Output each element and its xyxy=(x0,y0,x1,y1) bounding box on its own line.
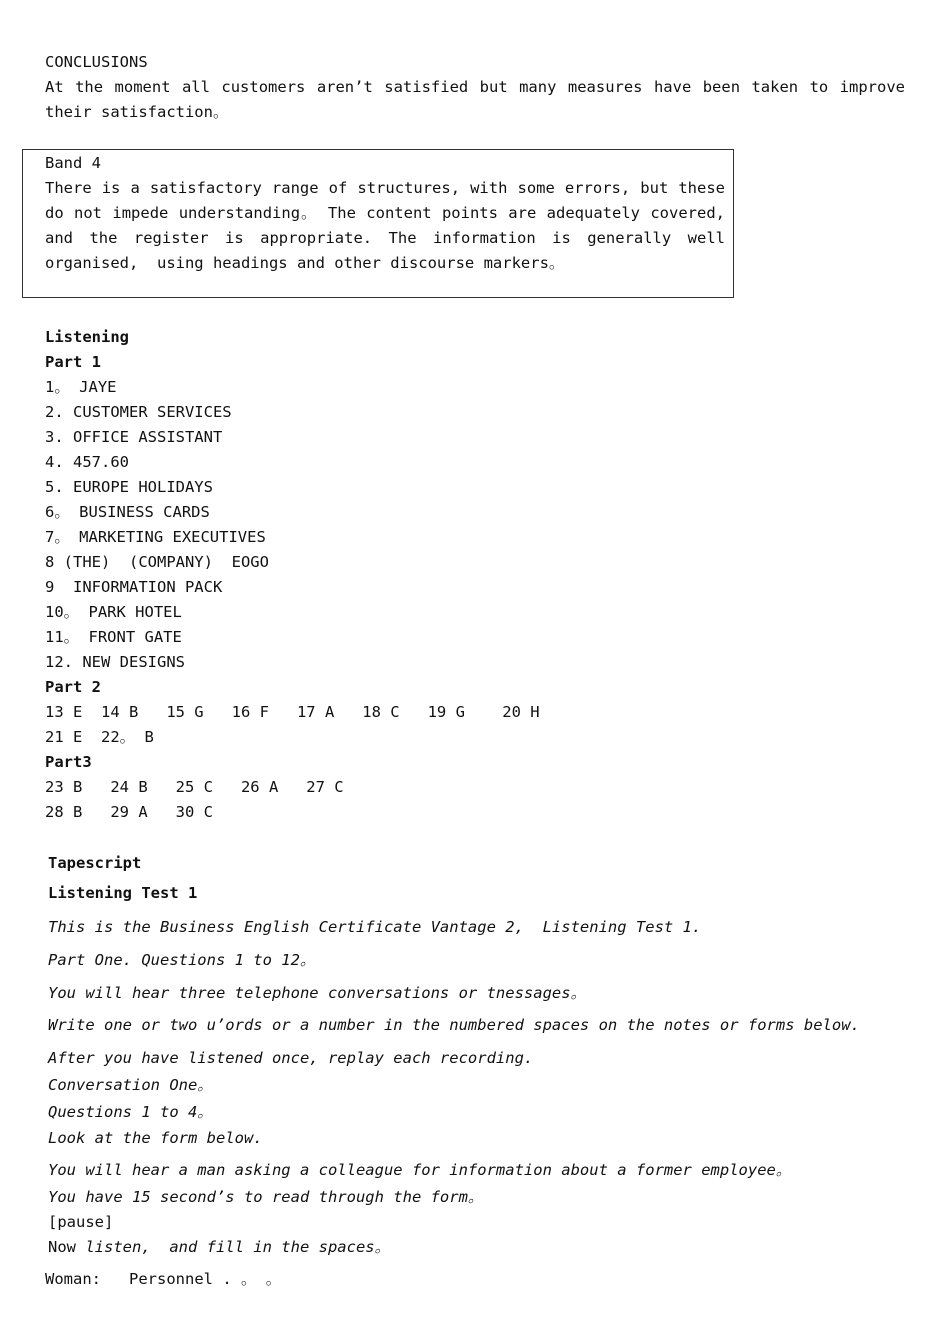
tapescript-line: You have 15 second’s to read through the form。 xyxy=(48,1188,484,1206)
band-title: Band 4 xyxy=(45,154,101,172)
tapescript-instruction xyxy=(48,1237,390,1257)
band-text-line-1: There is a satisfactory range of structures, with some errors, but these xyxy=(45,179,725,197)
tapescript-line: Look at the form below. xyxy=(48,1129,263,1147)
answer-item: 10。 PARK HOTEL xyxy=(45,603,182,621)
answer-row: 28 B 29 A 30 C xyxy=(45,803,213,821)
answer-item: 12. NEW DESIGNS xyxy=(45,653,185,671)
conclusions-text-line-1: At the moment all customers aren’t satisfied but many measures have been taken to improve xyxy=(45,78,905,96)
tapescript-line: This is the Business English Certificate Vantage 2, Listening Test 1. xyxy=(48,918,702,936)
answer-item: 6。 BUSINESS CARDS xyxy=(45,503,210,521)
answer-row: 23 B 24 B 25 C 26 A 27 C xyxy=(45,778,344,796)
answer-item: 9 INFORMATION PACK xyxy=(45,578,223,596)
band-text-line-4: organised, using headings and other discourse markers。 xyxy=(45,254,565,272)
dialogue-line xyxy=(45,1269,281,1289)
band-assessment-box xyxy=(22,149,734,298)
tapescript-line: You will hear a man asking a colleague for information about a former employee。 xyxy=(48,1161,792,1179)
tapescript-subheading: Listening Test 1 xyxy=(48,884,198,902)
band-text-line-3: and the register is appropriate. The information is generally well xyxy=(45,229,725,247)
answer-item: 3. OFFICE ASSISTANT xyxy=(45,428,223,446)
tapescript-line: Questions 1 to 4。 xyxy=(48,1103,213,1121)
listening-heading: Listening xyxy=(45,328,129,346)
answer-item: 5. EUROPE HOLIDAYS xyxy=(45,478,213,496)
answer-item: 7。 MARKETING EXECUTIVES xyxy=(45,528,266,546)
tapescript-line: After you have listened once, replay each recording. xyxy=(48,1049,534,1067)
conclusions-text-line-2: their satisfaction。 xyxy=(45,103,229,121)
tapescript-line: Part One. Questions 1 to 12。 xyxy=(48,951,316,969)
tapescript-heading: Tapescript xyxy=(48,854,142,872)
answer-item: 11。 FRONT GATE xyxy=(45,628,182,646)
tapescript-line: You will hear three telephone conversations or tnessages。 xyxy=(48,984,587,1002)
part2-heading: Part 2 xyxy=(45,678,101,696)
answer-item: 8 (THE) (COMPANY) EOGO xyxy=(45,553,269,571)
pause-marker: [pause] xyxy=(48,1213,114,1231)
answer-row: 21 E 22。 B xyxy=(45,728,154,746)
now-word: Now xyxy=(48,1238,76,1256)
speaker-text: Personnel . 。 。 xyxy=(101,1270,282,1288)
answer-item: 4. 457.60 xyxy=(45,453,129,471)
listen-instruction: listen, and fill in the spaces。 xyxy=(76,1238,391,1256)
band-text-line-2: do not impede understanding。 The content points are adequately covered, xyxy=(45,204,725,222)
answer-row: 13 E 14 B 15 G 16 F 17 A 18 C 19 G 20 H xyxy=(45,703,540,721)
part3-heading: Part3 xyxy=(45,753,92,771)
tapescript-line: Write one or two u’ords or a number in the numbered spaces on the notes or forms below. xyxy=(48,1016,860,1034)
conclusions-heading: CONCLUSIONS xyxy=(45,53,148,71)
speaker-label: Woman: xyxy=(45,1270,101,1288)
part1-heading: Part 1 xyxy=(45,353,101,371)
tapescript-line: Conversation One。 xyxy=(48,1076,213,1094)
answer-item: 1。 JAYE xyxy=(45,378,117,396)
answer-item: 2. CUSTOMER SERVICES xyxy=(45,403,232,421)
